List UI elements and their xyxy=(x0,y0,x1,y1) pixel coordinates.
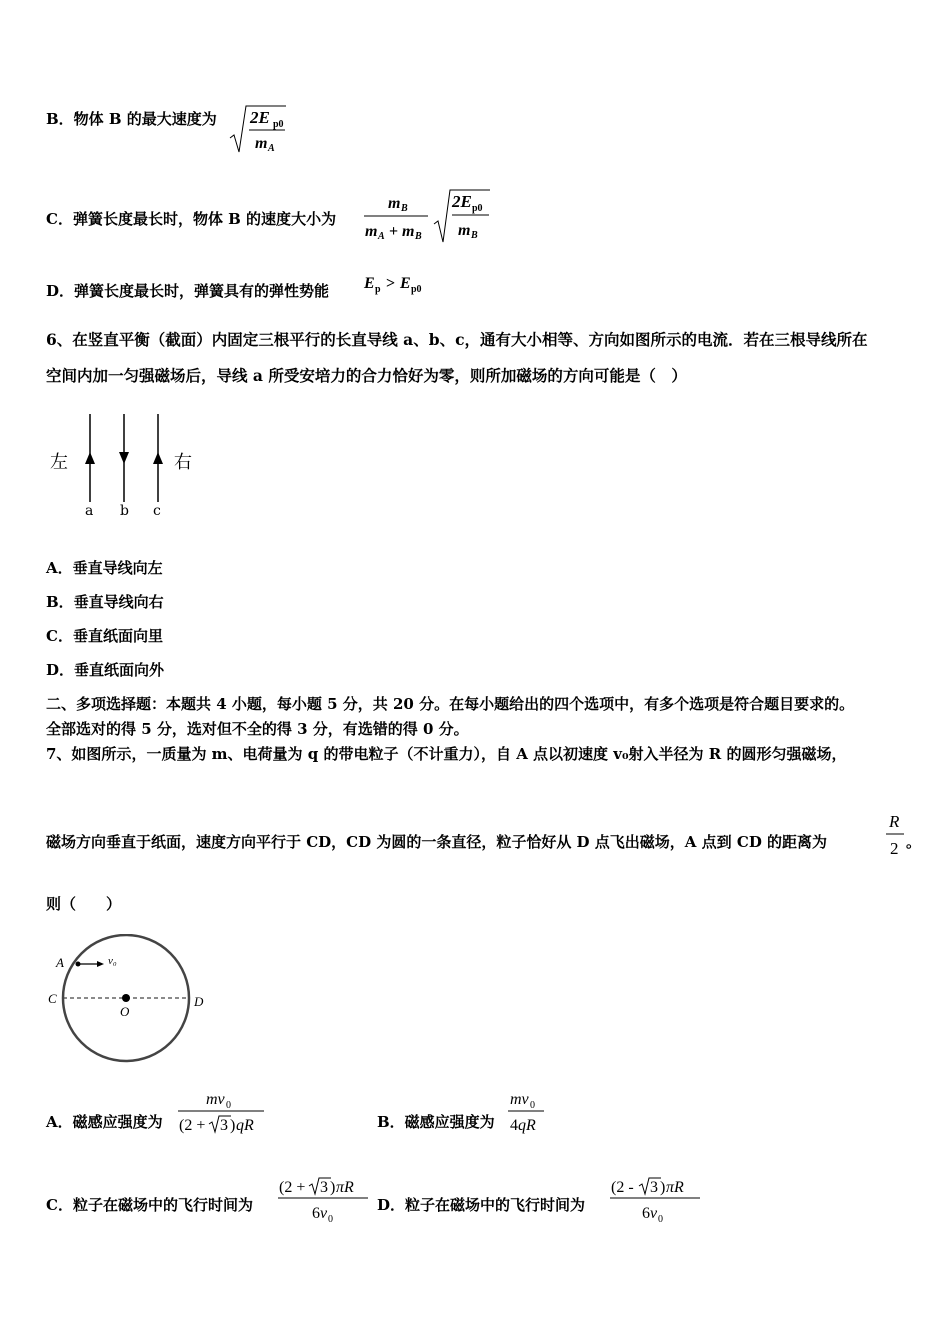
q6-option-d: D．垂直纸面向外 xyxy=(46,661,165,679)
svg-text:πR: πR xyxy=(336,1179,354,1196)
q5-option-b-text: B．物体 B 的最大速度为 xyxy=(46,110,217,128)
q7-option-a-text: A．磁感应强度为 xyxy=(46,1113,163,1131)
svg-text:0: 0 xyxy=(226,1100,231,1111)
svg-text:2E: 2E xyxy=(452,192,472,211)
section2-line-1: 二、多项选择题：本题共 4 小题，每小题 5 分，共 20 分。在每小题给出的四个选项中，有多个选项是符合题目要求的。 xyxy=(46,695,855,713)
q6-option-b: B．垂直导线向右 xyxy=(46,593,164,611)
q7-option-a xyxy=(46,1115,163,1130)
q5-option-d-formula xyxy=(362,270,442,300)
label-d: D xyxy=(194,994,204,1009)
svg-text:p0: p0 xyxy=(273,119,284,130)
svg-text:): ) xyxy=(230,1117,236,1134)
q6-line-1: 6、在竖直平衡（截面）内固定三根平行的长直导线 a、b、c，通有大小相等、方向如图所示的电流．若在三根导线所在 xyxy=(46,330,868,349)
svg-text:m: m xyxy=(458,222,471,239)
q6-option-c: C．垂直纸面向里 xyxy=(46,627,163,645)
q6-option-a: A．垂直导线向左 xyxy=(46,559,163,577)
svg-text:B: B xyxy=(415,231,422,242)
q5-option-c-text: C．弹簧长度最长时，物体 B 的速度大小为 xyxy=(46,210,337,228)
q6-fig-wire-c-label: c xyxy=(153,503,161,519)
svg-text:A: A xyxy=(378,231,385,242)
q7-option-b xyxy=(377,1115,495,1130)
svg-text:3: 3 xyxy=(650,1179,658,1196)
q7-option-d-text: D．粒子在磁场中的飞行时间为 xyxy=(377,1196,586,1214)
q7-line-2-text: 磁场方向垂直于纸面，速度方向平行于 CD，CD 为圆的一条直径，粒子恰好从 D 点飞出磁场，A 点到 CD 的距离为 xyxy=(46,833,828,851)
svg-text:πR: πR xyxy=(666,1179,684,1196)
q7-option-c-formula xyxy=(276,1172,372,1226)
q7-line-2-end: 。 xyxy=(906,833,922,851)
q7-option-a-formula xyxy=(176,1088,268,1140)
svg-text:0: 0 xyxy=(530,1100,535,1111)
label-a: A xyxy=(56,955,64,970)
svg-text:6v: 6v xyxy=(312,1205,328,1222)
svg-text:m: m xyxy=(388,195,401,212)
q6-fig-left-label: 左 xyxy=(50,452,68,473)
q7-option-b-text: B．磁感应强度为 xyxy=(377,1113,495,1131)
label-c: C xyxy=(48,991,57,1006)
svg-text:+: + xyxy=(389,223,399,240)
q7-option-b-formula xyxy=(506,1088,548,1140)
q5-option-d xyxy=(46,275,422,300)
q5-option-c xyxy=(46,192,483,242)
q7-option-d xyxy=(377,1198,585,1213)
wire-c-arrow-up xyxy=(153,452,163,464)
section2-line-2: 全部选对的得 5 分，选对但不全的得 3 分，有选错的得 0 分。 xyxy=(46,720,469,738)
svg-text:>: > xyxy=(386,275,396,292)
svg-text:4qR: 4qR xyxy=(510,1117,536,1134)
q7-option-c-text: C．粒子在磁场中的飞行时间为 xyxy=(46,1196,253,1214)
q6-line-2: 空间内加一匀强磁场后，导线 a 所受安培力的合力恰好为零，则所加磁场的方向可能是（ ） xyxy=(46,366,687,385)
svg-text:p0: p0 xyxy=(411,284,422,295)
q7-line-2 xyxy=(46,835,827,850)
svg-text:p0: p0 xyxy=(472,203,483,214)
svg-text:(2 +: (2 + xyxy=(279,1179,306,1196)
svg-text:p: p xyxy=(375,284,381,295)
label-o: O xyxy=(120,1004,130,1019)
svg-text:qR: qR xyxy=(236,1117,254,1134)
svg-text:2E: 2E xyxy=(250,108,270,127)
svg-text:0: 0 xyxy=(658,1214,663,1225)
svg-text:): ) xyxy=(660,1179,666,1196)
q6-fig-wire-a-label: a xyxy=(85,503,94,519)
svg-text:0: 0 xyxy=(328,1214,333,1225)
svg-text:B: B xyxy=(471,230,478,241)
center-dot xyxy=(122,994,130,1002)
q7-circle-figure xyxy=(46,934,216,1064)
q7-frac-num: R xyxy=(889,812,900,831)
q7-line-3: 则（ ） xyxy=(46,895,122,913)
q5-option-b-formula xyxy=(228,100,288,160)
svg-text:mv: mv xyxy=(510,1091,529,1108)
q7-option-c xyxy=(46,1198,253,1213)
wire-b-arrow-down xyxy=(119,452,129,464)
q6-fig-wire-b-label: b xyxy=(120,503,129,519)
q5-option-d-text: D．弹簧长度最长时，弹簧具有的弹性势能 xyxy=(46,282,330,300)
svg-text:mv: mv xyxy=(206,1091,225,1108)
svg-text:m: m xyxy=(402,223,415,240)
q5-option-b xyxy=(46,108,284,154)
q7-option-d-formula xyxy=(608,1172,704,1226)
q5-option-c-formula xyxy=(362,184,492,248)
svg-text:m: m xyxy=(255,135,268,152)
svg-text:3: 3 xyxy=(220,1117,228,1134)
svg-text:(2 -: (2 - xyxy=(611,1179,634,1196)
svg-text:(2 +: (2 + xyxy=(179,1117,206,1134)
svg-text:6v: 6v xyxy=(642,1205,658,1222)
svg-text:3: 3 xyxy=(320,1179,328,1196)
svg-text:E: E xyxy=(400,275,411,292)
q7-line-1: 7、如图所示，一质量为 m、电荷量为 q 的带电粒子（不计重力），自 A 点以初速度 v₀射入半径为 R 的圆形匀强磁场， xyxy=(46,745,847,763)
q7-frac-den: 2 xyxy=(890,839,899,858)
svg-text:B: B xyxy=(401,203,408,214)
svg-text:A: A xyxy=(268,143,275,154)
wire-a-arrow-up xyxy=(85,452,95,464)
q6-fig-right-label: 右 xyxy=(174,452,192,473)
svg-text:m: m xyxy=(365,223,378,240)
q7-frac-r-over-2 xyxy=(884,810,908,860)
svg-text:E: E xyxy=(364,275,375,292)
svg-text:): ) xyxy=(330,1179,336,1196)
label-v0: v₀ xyxy=(108,955,117,967)
